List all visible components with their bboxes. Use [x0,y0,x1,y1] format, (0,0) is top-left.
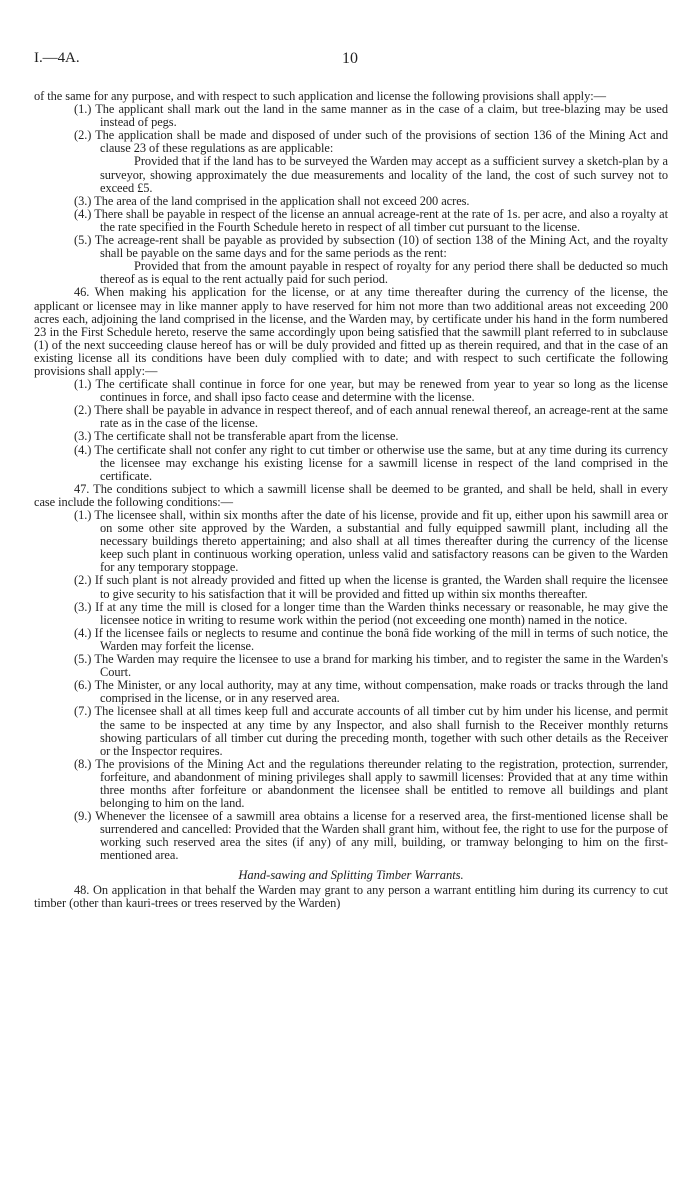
clause-item: (5.) The Warden may require the licensee to use a brand for marking his timber, and to register the same in the Warden's Court. [74,652,668,680]
clause-item: (1.) The certificate shall continue in force for one year, but may be renewed from year to year so long as the license continues in force, and shall ipso facto cease and determine with the license. [74,377,668,405]
clause-item: (6.) The Minister, or any local authority, may at any time, without compensation, make roads or tracks through the land comprised in the license, or in any reserved area. [74,678,668,706]
paragraph-47: 47. The conditions subject to which a sawmill license shall be deemed to be granted, and shall be held, shall in every case include the following conditions:— [34,481,668,509]
clause-item: (3.) The certificate shall not be transferable apart from the license. [74,429,399,444]
page-number: 10 [342,50,358,67]
section-heading: Hand-sawing and Splitting Timber Warrants. [238,867,464,882]
clause-item: (4.) The certificate shall not confer any right to cut timber or otherwise use the same, but at any time during its currency the licensee may exchange his existing license for a sawmill license in respect of the land comprised in the certificate. [74,442,668,483]
proviso: Provided that from the amount payable in respect of royalty for any period there shall be deducted so much thereof as is equal to the rent actually paid for such period. [100,259,668,287]
clause-item: (3.) If at any time the mill is closed for a longer time than the Warden thinks necessary or reasonable, he may give the licensee notice in writing to resume work within the period (not exceeding one month) named in the notice. [74,599,668,627]
page-body [34,90,668,910]
clause-item: (5.) The acreage-rent shall be payable as provided by subsection (10) of section 138 of the Mining Act, and the royalty shall be payable on the same days and for the same periods as the rent: [74,233,668,261]
clause-item: (3.) The area of the land comprised in the application shall not exceed 200 acres. [74,193,470,208]
proviso: Provided that if the land has to be surveyed the Warden may accept as a sufficient survey a sketch-plan by a surveyor, showing approximately the due measurements and locality of the land, the cost of such survey not to exceed £5. [100,154,668,195]
paragraph-46: 46. When making his application for the license, or at any time thereafter during the currency of the license, the applicant or licensee may in like manner apply to have reserved for him not more than two additional areas not exceeding 200 acres each, adjoining the land comprised in the license, and the Warden may, by certificate under his hand in the form numbered 23 in the First Schedule hereto, reserve the same accordingly upon being satisfied that the sawmill plant referred to in subclause (1) of the next succeeding clause hereof has or will be duly provided and fitted up as therein required, and that in the case of an existing license all its conditions have been duly complied with to date; and with respect to such certificate the following provisions shall apply:— [34,285,668,378]
clause-item: (1.) The applicant shall mark out the land in the same manner as in the case of a claim, but tree-blazing may be used instead of pegs. [74,102,668,130]
clause-item: (1.) The licensee shall, within six months after the date of his license, provide and fit up, either upon his sawmill area or on some other site approved by the Warden, a substantial and fully equipped sawmill plant, including all the necessary buildings thereto appertaining; and also shall at all times thereafter during the currency of the license keep such plant in continuous working operation, unless valid and satisfactory reasons can be given to the Warden for any temporary stoppage. [74,508,668,575]
clause-item: (9.) Whenever the licensee of a sawmill area obtains a license for a reserved area, the first-mentioned license shall be surrendered and cancelled: Provided that the Warden shall grant him, without fee, the right to use for the purpose of working such reserved area the sites (if any) of any mill, building, or tramway belonging to him on the first-mentioned area. [74,809,668,863]
clause-item: (2.) The application shall be made and disposed of under such of the provisions of section 136 of the Mining Act and clause 23 of these regulations as are applicable: [74,128,668,156]
clause-item: (2.) If such plant is not already provided and fitted up when the license is granted, the Warden shall require the licensee to give security to his satisfaction that it will be provided and fitted up within six months thereafter. [74,573,668,601]
page-reference: I.—4A. [34,50,80,66]
clause-item: (2.) There shall be payable in advance in respect thereof, and of each annual renewal thereof, an acreage-rent at the same rate as in the case of the license. [74,403,668,431]
paragraph-48: 48. On application in that behalf the Warden may grant to any person a warrant entitling him during its currency to cut timber (other than kauri-trees or trees reserved by the Warden) [34,882,668,910]
clause-item: (4.) If the licensee fails or neglects to resume and continue the bonâ fide working of the mill in terms of such notice, the Warden may forfeit the license. [74,625,668,653]
clause-item: (8.) The provisions of the Mining Act and the regulations thereunder relating to the registration, protection, surrender, forfeiture, and abandonment of mining privileges shall apply to sawmill licenses: Provided that at any time within three months after forfeiture or abandonment the licensee shall be entitled to remove all buildings and plant belonging to him on the land. [74,756,668,811]
clause-item: (4.) There shall be payable in respect of the license an annual acreage-rent at the rate of 1s. per acre, and also a royalty at the rate specified in the Fourth Schedule hereto in respect of all timber cut pursuant to the license. [74,206,668,234]
paragraph-continuation: of the same for any purpose, and with respect to such application and license the following provisions shall apply:— [34,89,606,103]
clause-item: (7.) The licensee shall at all times keep full and accurate accounts of all timber cut by him under his license, and permit the same to be inspected at any time by any Inspector, and also shall furnish to the Receiver monthly returns showing particulars of all timber cut during the preceding month, together with such other details as the Receiver or the Inspector requires. [74,704,668,758]
